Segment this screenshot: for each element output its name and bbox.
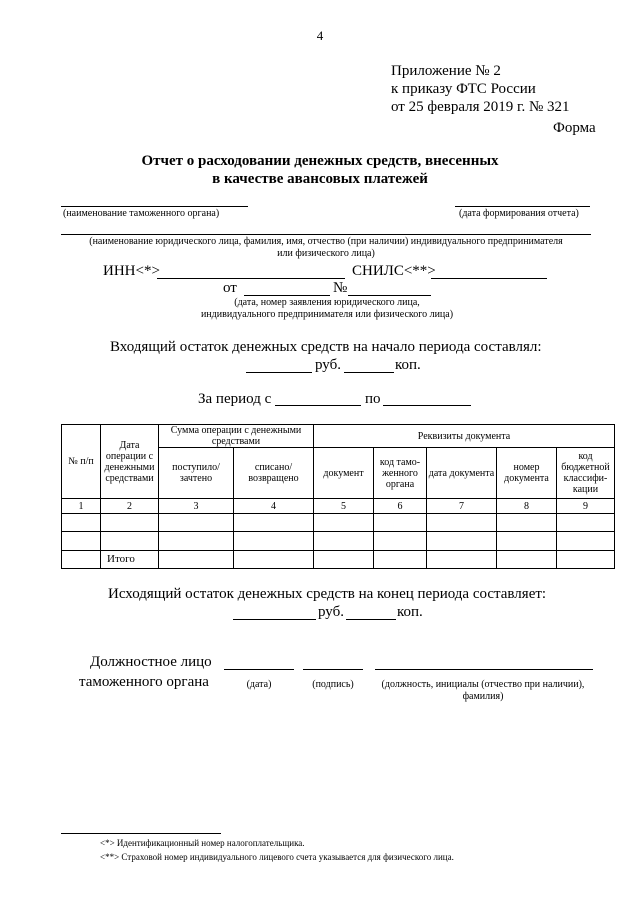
inn-label bbox=[103, 263, 160, 280]
table-cell[interactable] bbox=[234, 532, 314, 550]
period-from-line bbox=[275, 405, 361, 406]
column-number: 5 bbox=[314, 499, 374, 514]
table-cell bbox=[557, 550, 615, 568]
table-cell[interactable] bbox=[314, 514, 374, 532]
opening-rub-label: руб. bbox=[315, 357, 341, 373]
footnote-inn: <*> Идентификационный номер налогоплательщика. bbox=[100, 838, 305, 848]
col-header-written-off: списано/ возвращено bbox=[234, 448, 314, 499]
signature-sign-line bbox=[303, 669, 363, 670]
table-cell[interactable] bbox=[427, 514, 497, 532]
column-number: 4 bbox=[234, 499, 314, 514]
snils-label: СНИЛС<**> bbox=[352, 263, 436, 279]
col-header-doc-number: номер документа bbox=[497, 448, 557, 499]
table-cell[interactable] bbox=[314, 532, 374, 550]
column-number: 1 bbox=[62, 499, 101, 514]
period-to-line bbox=[383, 405, 471, 406]
table-cell[interactable] bbox=[557, 532, 615, 550]
col-header-document: документ bbox=[314, 448, 374, 499]
signature-sign-caption: (подпись) bbox=[312, 679, 354, 690]
table-cell[interactable] bbox=[159, 514, 234, 532]
closing-kop-label: коп. bbox=[397, 604, 423, 620]
signature-date-caption: (дата) bbox=[246, 679, 272, 690]
table-cell[interactable] bbox=[159, 532, 234, 550]
table-cell[interactable] bbox=[62, 514, 101, 532]
report-date-caption: (дата формирования отчета) bbox=[459, 208, 579, 219]
from-field-line bbox=[244, 295, 330, 296]
table-row bbox=[62, 514, 615, 532]
footnote-separator bbox=[61, 833, 221, 834]
total-received-cell[interactable] bbox=[159, 550, 234, 568]
table-cell[interactable] bbox=[101, 514, 159, 532]
total-label: Итого bbox=[101, 550, 159, 568]
table-cell bbox=[62, 550, 101, 568]
period-label: За период с bbox=[198, 391, 272, 407]
entity-name-line bbox=[61, 234, 591, 235]
column-number: 2 bbox=[101, 499, 159, 514]
closing-rub-line bbox=[233, 619, 316, 620]
closing-kop-line bbox=[346, 619, 396, 620]
table-cell[interactable] bbox=[557, 514, 615, 532]
official-label-line-2: таможенного органа bbox=[79, 674, 209, 690]
signature-date-line bbox=[224, 669, 294, 670]
customs-authority-caption: (наименование таможенного органа) bbox=[63, 208, 220, 219]
signature-position-caption-1: (должность, инициалы (отчество при наличии), bbox=[381, 679, 585, 690]
appendix-line-3: от 25 февраля 2019 г. № 321 bbox=[391, 99, 570, 115]
document-title bbox=[0, 152, 640, 188]
signature-position-line bbox=[375, 669, 593, 670]
table-cell[interactable] bbox=[497, 532, 557, 550]
table-cell[interactable] bbox=[374, 514, 427, 532]
opening-balance-text: Входящий остаток денежных средств на начало периода составлял: bbox=[110, 339, 542, 355]
number-field-line bbox=[348, 295, 431, 296]
column-number: 9 bbox=[557, 499, 615, 514]
closing-rub-label: руб. bbox=[318, 604, 344, 620]
customs-authority-line bbox=[61, 206, 248, 207]
snils-field-line bbox=[431, 278, 547, 279]
col-header-doc-date: дата документа bbox=[427, 448, 497, 499]
column-number: 3 bbox=[159, 499, 234, 514]
col-header-customs-code: код тамо- женного органа bbox=[374, 448, 427, 499]
table-cell[interactable] bbox=[62, 532, 101, 550]
table-row bbox=[62, 532, 615, 550]
form-label: Форма bbox=[553, 120, 596, 136]
application-caption-line-2: индивидуального предпринимателя или физического лица) bbox=[200, 309, 454, 320]
table-cell bbox=[497, 550, 557, 568]
col-header-received: поступило/ зачтено bbox=[159, 448, 234, 499]
column-number-row bbox=[62, 499, 615, 514]
report-date-line bbox=[455, 206, 590, 207]
table-header-row-1 bbox=[62, 425, 615, 448]
opening-kop-label: коп. bbox=[395, 357, 421, 373]
column-number: 6 bbox=[374, 499, 427, 514]
application-caption-line-1: (дата, номер заявления юридического лица, bbox=[234, 297, 420, 308]
entity-caption-line-2: или физического лица) bbox=[277, 248, 375, 259]
appendix-line-2: к приказу ФТС России bbox=[391, 81, 536, 97]
col-header-budget-code: код бюджетной классифи- кации bbox=[557, 448, 615, 499]
inn-label-text: ИНН<*> bbox=[103, 263, 160, 279]
table-cell[interactable] bbox=[374, 532, 427, 550]
column-number: 8 bbox=[497, 499, 557, 514]
table-cell bbox=[314, 550, 374, 568]
table-cell[interactable] bbox=[101, 532, 159, 550]
table-total-row bbox=[62, 550, 615, 568]
footnote-snils: <**> Страховой номер индивидуального лицевого счета указывается для физического лица. bbox=[100, 852, 454, 862]
page-number: 4 bbox=[316, 28, 324, 43]
official-label-line-1: Должностное лицо bbox=[90, 654, 212, 670]
signature-position-caption-2: фамилия) bbox=[462, 691, 504, 702]
inn-field-line bbox=[157, 278, 345, 279]
col-group-requisites: Реквизиты документа bbox=[314, 425, 615, 448]
table-cell bbox=[427, 550, 497, 568]
number-label: № bbox=[333, 280, 348, 296]
entity-caption-line-1: (наименование юридического лица, фамилия, имя, отчество (при наличии) индивидуального предпринимателя bbox=[89, 236, 563, 247]
appendix-reference bbox=[391, 62, 570, 116]
opening-kop-line bbox=[344, 372, 394, 373]
title-line-1: Отчет о расходовании денежных средств, внесенных bbox=[141, 153, 499, 169]
operations-table bbox=[61, 424, 615, 569]
col-header-date: Дата операции с денежными средствами bbox=[101, 425, 159, 499]
closing-balance-text: Исходящий остаток денежных средств на конец периода составляет: bbox=[108, 586, 547, 602]
table-cell[interactable] bbox=[427, 532, 497, 550]
col-header-number: № п/п bbox=[62, 425, 101, 499]
appendix-line-1: Приложение № 2 bbox=[391, 63, 501, 79]
col-group-sum: Сумма операции с денежными средствами bbox=[159, 425, 314, 448]
opening-rub-line bbox=[246, 372, 312, 373]
table-cell[interactable] bbox=[497, 514, 557, 532]
period-to-label: по bbox=[365, 391, 381, 407]
from-label: от bbox=[223, 280, 237, 296]
table-cell[interactable] bbox=[234, 514, 314, 532]
column-number: 7 bbox=[427, 499, 497, 514]
total-written-off-cell[interactable] bbox=[234, 550, 314, 568]
table-cell bbox=[374, 550, 427, 568]
title-line-2: в качестве авансовых платежей bbox=[212, 171, 428, 187]
